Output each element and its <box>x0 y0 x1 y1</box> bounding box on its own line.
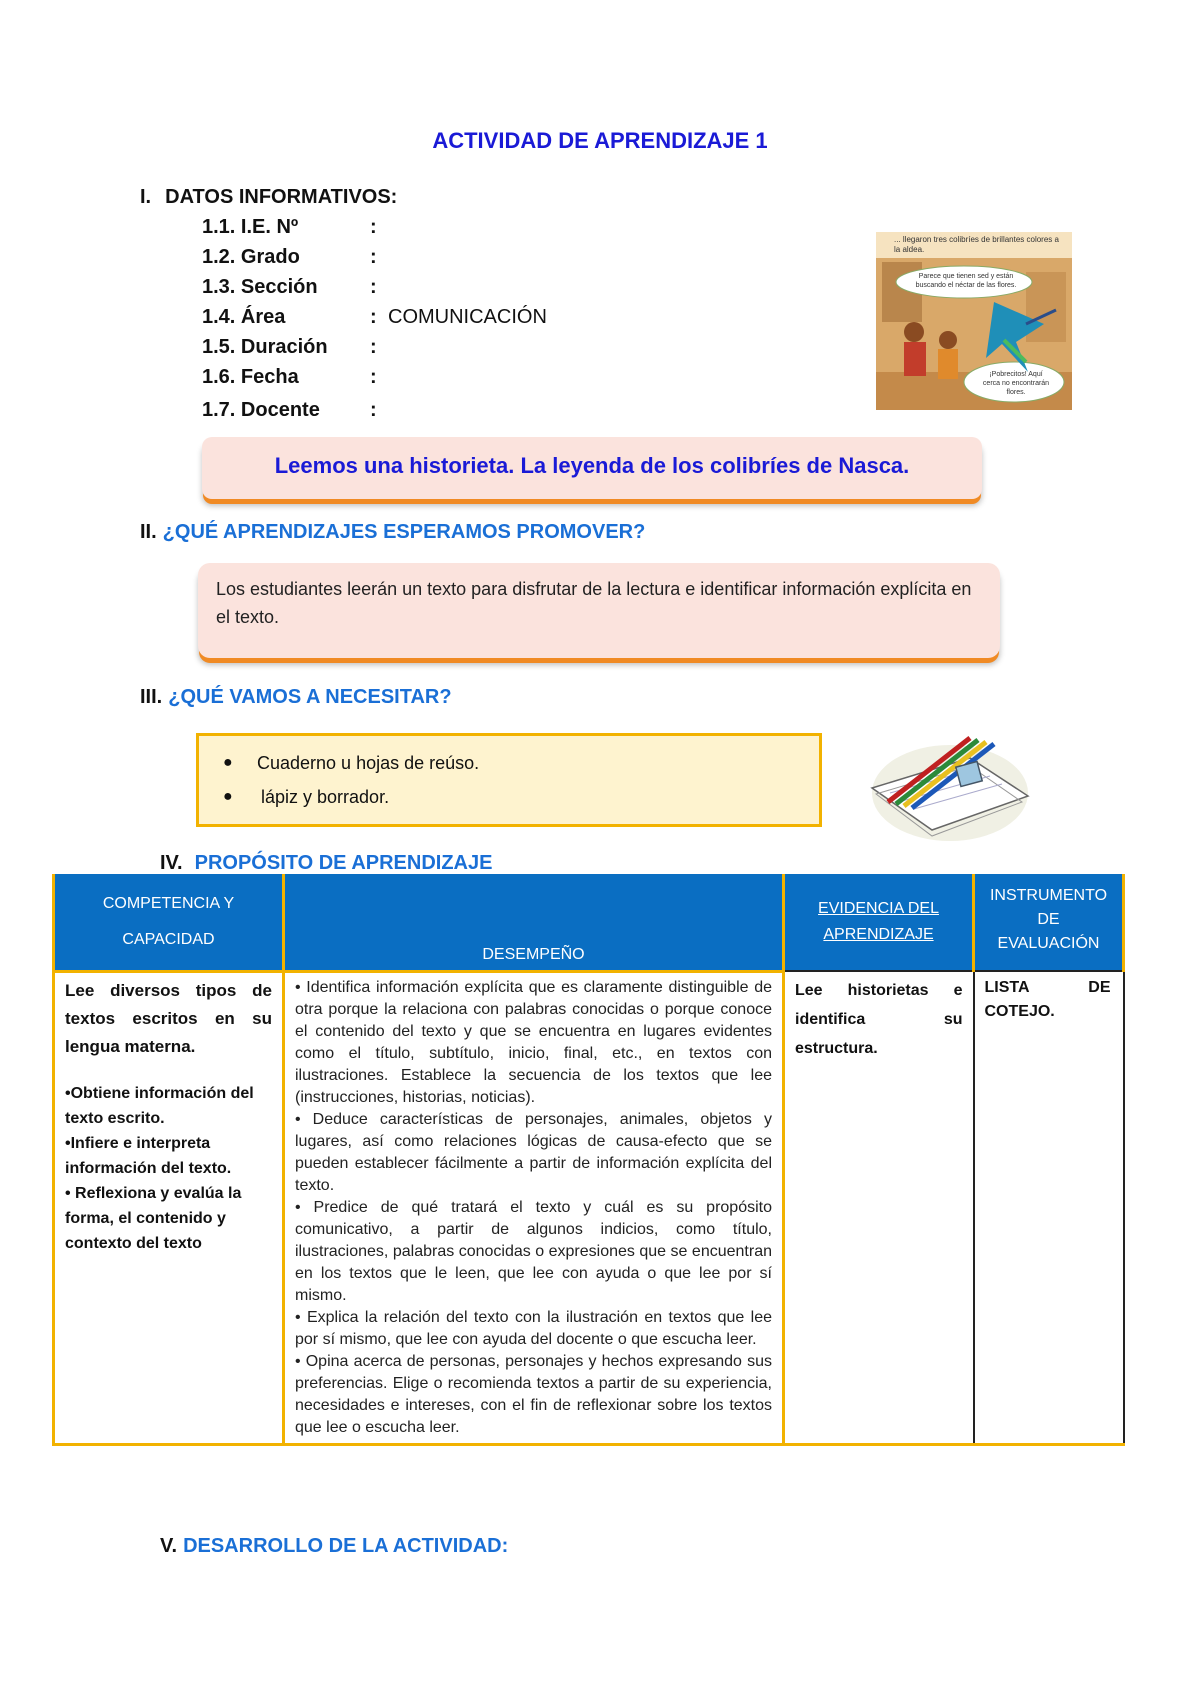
bullet-icon: ● <box>223 788 233 805</box>
evidencia-cell <box>784 971 974 1444</box>
desempeno-cell <box>284 971 784 1444</box>
notebook-pencils-illustration <box>850 718 1040 848</box>
materials-box <box>196 733 822 827</box>
section-2-heading <box>140 521 645 544</box>
material-item <box>223 746 479 780</box>
section-3-label: ¿QUÉ VAMOS A NECESITAR? <box>168 686 452 708</box>
competencia-text: Lee diversos tipos de textos escritos en su lengua materna. <box>65 980 272 1056</box>
header-competencia <box>54 874 284 971</box>
comic-illustration <box>876 232 1072 410</box>
activity-title-banner <box>202 437 982 499</box>
section-1-label: DATOS INFORMATIVOS: <box>165 186 398 208</box>
header-evidencia-line2: APRENDIZAJE <box>823 926 934 943</box>
materials-list <box>223 746 479 814</box>
datos-label: 1.3. Sección <box>202 276 318 298</box>
material-item <box>223 780 479 814</box>
instrumento-cell <box>974 971 1124 1444</box>
datos-value[interactable]: COMUNICACIÓN <box>388 306 547 328</box>
datos-row <box>202 246 388 274</box>
datos-colon: : <box>370 246 377 268</box>
section-5-number: V. <box>160 1535 178 1557</box>
desempeno-item: • Identifica información explícita que es claramente distinguible de otra porque la relaciona con palabras conocidas o porque conoce el contenido del texto y que se encuentra en lugares evidentes como el título, subtítulo, inicio, final, etc., en textos con ilustraciones. Establece la secuencia de los textos que lee (instrucciones, historias, noticias). <box>295 978 772 1106</box>
instrumento-text: LISTA DE COTEJO. <box>984 979 1111 1020</box>
header-competencia-line2: CAPACIDAD <box>122 930 215 948</box>
evidencia-text: Lee historietas e identifica su estructura. <box>795 982 963 1057</box>
section-4-label: PROPÓSITO DE APRENDIZAJE <box>194 852 493 874</box>
datos-colon: : <box>370 276 377 298</box>
header-evidencia-line1: EVIDENCIA DEL <box>818 900 939 917</box>
datos-row <box>202 399 388 427</box>
table-header-row <box>54 874 1124 971</box>
datos-row <box>202 276 388 304</box>
section-4-heading <box>160 852 492 875</box>
capacidad-item: • Reflexiona y evalúa la forma, el contenido y contexto del texto <box>65 1184 242 1252</box>
header-instrumento-line1: INSTRUMENTO <box>989 887 1108 904</box>
comic-bubble-1: Parece que tienen sed y están buscando el néctar de las flores. <box>915 273 1017 289</box>
learning-purpose-box <box>198 563 1000 658</box>
capacidad-item: •Infiere e interpreta información del texto. <box>65 1134 232 1177</box>
datos-label: 1.5. Duración <box>202 336 328 358</box>
datos-row <box>202 366 388 394</box>
learning-purpose-table <box>52 874 1125 1446</box>
desempeno-item: • Predice de qué tratará el texto y cuál es su propósito comunicativo, a partir de algunos indicios, como título, ilustraciones, palabras conocidas o expresiones que se encuentran en los textos que le leen, que lee con ayuda o que lee por sí mismo. <box>295 1198 772 1304</box>
datos-colon: : <box>370 306 377 328</box>
section-2-label: ¿QUÉ APRENDIZAJES ESPERAMOS PROMOVER? <box>162 521 646 543</box>
datos-label: 1.7. Docente <box>202 399 320 421</box>
desempeno-item: • Deduce características de personajes, animales, objetos y lugares, así como relaciones lógicas de causa-efecto que se pueden establecer fácilmente a partir de información explícita del texto. <box>295 1110 772 1194</box>
competencia-cell <box>54 971 284 1444</box>
section-5-heading <box>160 1535 508 1558</box>
datos-row <box>202 336 388 364</box>
capacidad-item: •Obtiene información del texto escrito. <box>65 1084 254 1127</box>
section-1-heading <box>140 186 397 209</box>
datos-colon: : <box>370 399 377 421</box>
section-3-number: III. <box>140 686 163 708</box>
material-label: lápiz y borrador. <box>261 786 390 807</box>
header-desempeno: DESEMPEÑO <box>284 874 784 971</box>
desempeno-item: • Opina acerca de personas, personajes y hechos expresando sus preferencias. Elige o recomienda textos a partir de su experiencia, necesidades e intereses, con el fin de reflexionar sobre los textos que lee o escucha leer. <box>295 1352 772 1436</box>
section-2-number: II. <box>140 521 157 543</box>
comic-caption: ... llegaron tres colibríes de brillantes colores a la aldea. <box>894 235 1059 254</box>
header-evidencia <box>784 874 974 971</box>
page-title: ACTIVIDAD DE APRENDIZAJE 1 <box>432 128 768 153</box>
banner-text: Leemos una historieta. La leyenda de los colibríes de Nasca. <box>274 453 910 478</box>
comic-bubble-2: ¡Pobrecitos! Aquí cerca no encontrarán flores. <box>982 371 1050 396</box>
datos-row <box>202 216 388 244</box>
header-instrumento-line3: EVALUACIÓN <box>997 935 1100 952</box>
bullet-icon: ● <box>223 754 233 771</box>
datos-label: 1.1. I.E. Nº <box>202 216 299 238</box>
header-instrumento-line2: DE <box>1037 911 1060 928</box>
section-5-label: DESARROLLO DE LA ACTIVIDAD: <box>183 1535 509 1557</box>
datos-colon: : <box>370 366 377 388</box>
datos-row <box>202 306 547 334</box>
header-competencia-line1: COMPETENCIA Y <box>102 894 235 912</box>
datos-label: 1.4. Área <box>202 306 286 328</box>
section-4-number: IV. <box>160 852 183 874</box>
header-instrumento <box>974 874 1124 971</box>
datos-label: 1.2. Grado <box>202 246 300 268</box>
material-label: Cuaderno u hojas de reúso. <box>257 752 480 773</box>
table-row <box>54 971 1124 1444</box>
learning-purpose-text: Los estudiantes leerán un texto para disfrutar de la lectura e identificar información explícita en el texto. <box>216 579 972 627</box>
desempeno-item: • Explica la relación del texto con la ilustración en textos que lee por sí mismo, que lee con ayuda del docente o que escucha leer. <box>295 1308 772 1348</box>
section-1-number: I. <box>140 186 152 208</box>
section-3-heading <box>140 686 452 709</box>
datos-colon: : <box>370 336 377 358</box>
datos-label: 1.6. Fecha <box>202 366 299 388</box>
datos-colon: : <box>370 216 377 238</box>
